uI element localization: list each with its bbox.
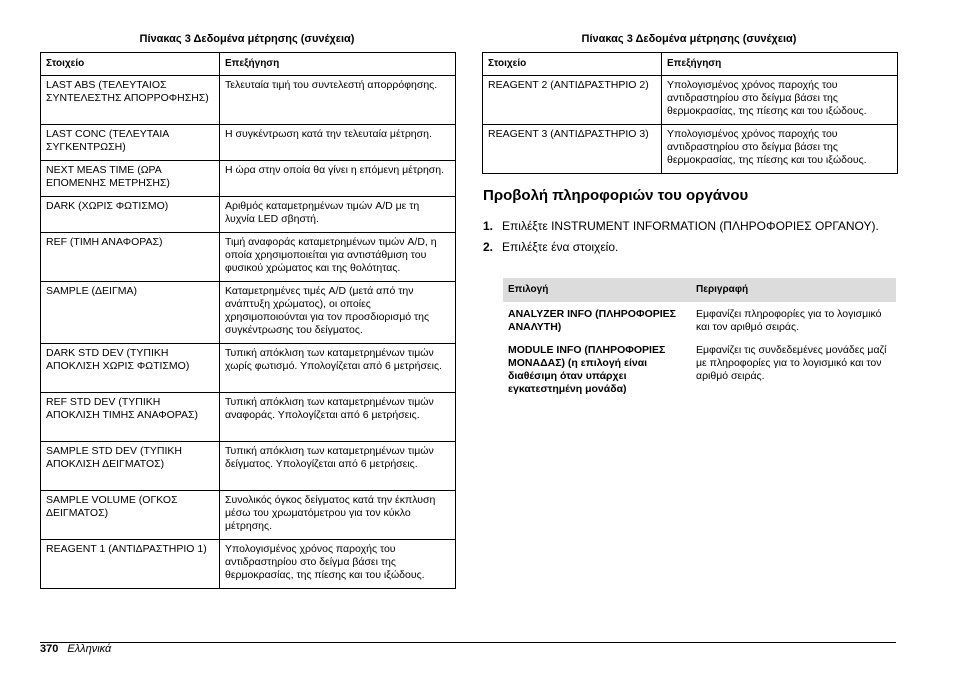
cell-description: Υπολογισμένος χρόνος παροχής του αντιδραστηρίου στο δείγμα βάσει της θερμοκρασίας, της πίεσης και του ιξώδους. [662,76,898,125]
steps-list [483,219,893,261]
step-text: Επιλέξτε ένα στοιχείο. [502,240,619,254]
cell-item: LAST ABS (ΤΕΛΕΥΤΑΙΟΣ ΣΥΝΤΕΛΕΣΤΗΣ ΑΠΟΡΡΟΦΗΣΗΣ) [41,76,220,125]
footer-divider [40,642,896,643]
cell-option: MODULE INFO (ΠΛΗΡΟΦΟΡΙΕΣ ΜΟΝΑΔΑΣ) (η επιλογή είναι διαθέσιμη όταν υπάρχει εγκατεστημένη μονάδα) [508,344,666,395]
column-header-description: Περιγραφή [691,278,896,302]
cell-item: NEXT MEAS TIME (ΩΡΑ ΕΠΟΜΕΝΗΣ ΜΕΤΡΗΣΗΣ) [41,161,220,197]
table-header-row [483,53,898,76]
cell-option: ANALYZER INFO (ΠΛΗΡΟΦΟΡΙΕΣ ΑΝΑΛΥΤΗ) [508,308,676,333]
cell-item: SAMPLE VOLUME (ΟΓΚΟΣ ΔΕΙΓΜΑΤΟΣ) [41,491,220,540]
column-header-item: Στοιχείο [41,53,220,76]
table-row [483,125,898,174]
cell-description: Συνολικός όγκος δείγματος κατά την έκπλυση μέσω του χρωματόμετρου για τον κύκλο μέτρησης. [220,491,456,540]
cell-description: Τυπική απόκλιση των καταμετρημένων τιμών αναφοράς. Υπολογίζεται από 6 μετρήσεις. [220,393,456,442]
table-row [41,393,456,442]
page-footer [40,643,111,655]
cell-description: Εμφανίζει τις συνδεδεμένες μονάδες μαζί με πληροφορίες για το λογισμικό και τον αριθμό σειράς. [696,344,887,382]
cell-description: Η συγκέντρωση κατά την τελευταία μέτρηση. [220,125,456,161]
left-measurement-table [40,52,456,589]
table-row [503,302,896,338]
cell-description: Τυπική απόκλιση των καταμετρημένων τιμών δείγματος. Υπολογίζεται από 6 μετρήσεις. [220,442,456,491]
table-row [503,338,896,400]
footer-language: Ελληνικά [67,643,112,655]
cell-description: Καταμετρημένες τιμές A/D (μετά από την ανάπτυξη χρώματος), οι οποίες χρησιμοποιούνται για τον προσδιορισμό της συγκέντρωσης του δείγματος. [220,282,456,344]
table-row [41,282,456,344]
table-row [41,344,456,393]
cell-description: Αριθμός καταμετρημένων τιμών A/D με τη λυχνία LED σβηστή. [220,197,456,233]
cell-description: Τελευταία τιμή του συντελεστή απορρόφησης. [220,76,456,125]
table-row [41,76,456,125]
table-header-row [503,278,896,302]
cell-description: Εμφανίζει πληροφορίες για το λογισμικό και τον αριθμό σειράς. [696,308,882,333]
cell-item: REAGENT 1 (ΑΝΤΙΔΡΑΣΤΗΡΙΟ 1) [41,540,220,589]
options-table [503,278,896,400]
table-row [41,161,456,197]
cell-item: DARK STD DEV (ΤΥΠΙΚΗ ΑΠΟΚΛΙΣΗ ΧΩΡΙΣ ΦΩΤΙΣΜΟ) [41,344,220,393]
cell-item: SAMPLE STD DEV (ΤΥΠΙΚΗ ΑΠΟΚΛΙΣΗ ΔΕΙΓΜΑΤΟΣ) [41,442,220,491]
table-row [41,540,456,589]
cell-description: Τυπική απόκλιση των καταμετρημένων τιμών χωρίς φωτισμό. Υπολογίζεται από 6 μετρήσεις. [220,344,456,393]
column-header-option: Επιλογή [503,278,691,302]
cell-item: LAST CONC (ΤΕΛΕΥΤΑΙΑ ΣΥΓΚΕΝΤΡΩΣΗ) [41,125,220,161]
cell-item: DARK (ΧΩΡΙΣ ΦΩΤΙΣΜΟ) [41,197,220,233]
column-header-description: Επεξήγηση [662,53,898,76]
cell-item: REF STD DEV (ΤΥΠΙΚΗ ΑΠΟΚΛΙΣΗ ΤΙΜΗΣ ΑΝΑΦΟΡΑΣ) [41,393,220,442]
right-table-caption: Πίνακας 3 Δεδομένα μέτρησης (συνέχεια) [581,33,797,45]
cell-item: REAGENT 3 (ΑΝΤΙΔΡΑΣΤΗΡΙΟ 3) [483,125,662,174]
table-row [41,233,456,282]
table-row [41,442,456,491]
left-table-caption: Πίνακας 3 Δεδομένα μέτρησης (συνέχεια) [139,33,355,45]
page-number: 370 [40,643,59,655]
cell-item: REAGENT 2 (ΑΝΤΙΔΡΑΣΤΗΡΙΟ 2) [483,76,662,125]
cell-description: Υπολογισμένος χρόνος παροχής του αντιδραστηρίου στο δείγμα βάσει της θερμοκρασίας, της πίεσης και του ιξώδους. [220,540,456,589]
column-header-item: Στοιχείο [483,53,662,76]
step-item [483,219,893,234]
cell-description: Η ώρα στην οποία θα γίνει η επόμενη μέτρηση. [220,161,456,197]
step-number: 2. [483,240,494,254]
cell-description: Υπολογισμένος χρόνος παροχής του αντιδραστηρίου στο δείγμα βάσει της θερμοκρασίας, της πίεσης και του ιξώδους. [662,125,898,174]
column-header-description: Επεξήγηση [220,53,456,76]
step-text: Επιλέξτε INSTRUMENT INFORMATION (ΠΛΗΡΟΦΟΡΙΕΣ ΟΡΓΑΝΟΥ). [502,219,879,233]
table-row [483,76,898,125]
step-number: 1. [483,219,494,233]
cell-item: SAMPLE (ΔΕΙΓΜΑ) [41,282,220,344]
cell-item: REF (ΤΙΜΗ ΑΝΑΦΟΡΑΣ) [41,233,220,282]
table-row [41,197,456,233]
cell-description: Τιμή αναφοράς καταμετρημένων τιμών A/D, η οποία χρησιμοποιείται για αντιστάθμιση του φυσικού χρώματος και της θολότητας. [220,233,456,282]
table-row [41,125,456,161]
table-row [41,491,456,540]
table-header-row [41,53,456,76]
right-measurement-table [482,52,898,174]
section-heading: Προβολή πληροφοριών του οργάνου [483,187,749,204]
step-item [483,240,893,255]
